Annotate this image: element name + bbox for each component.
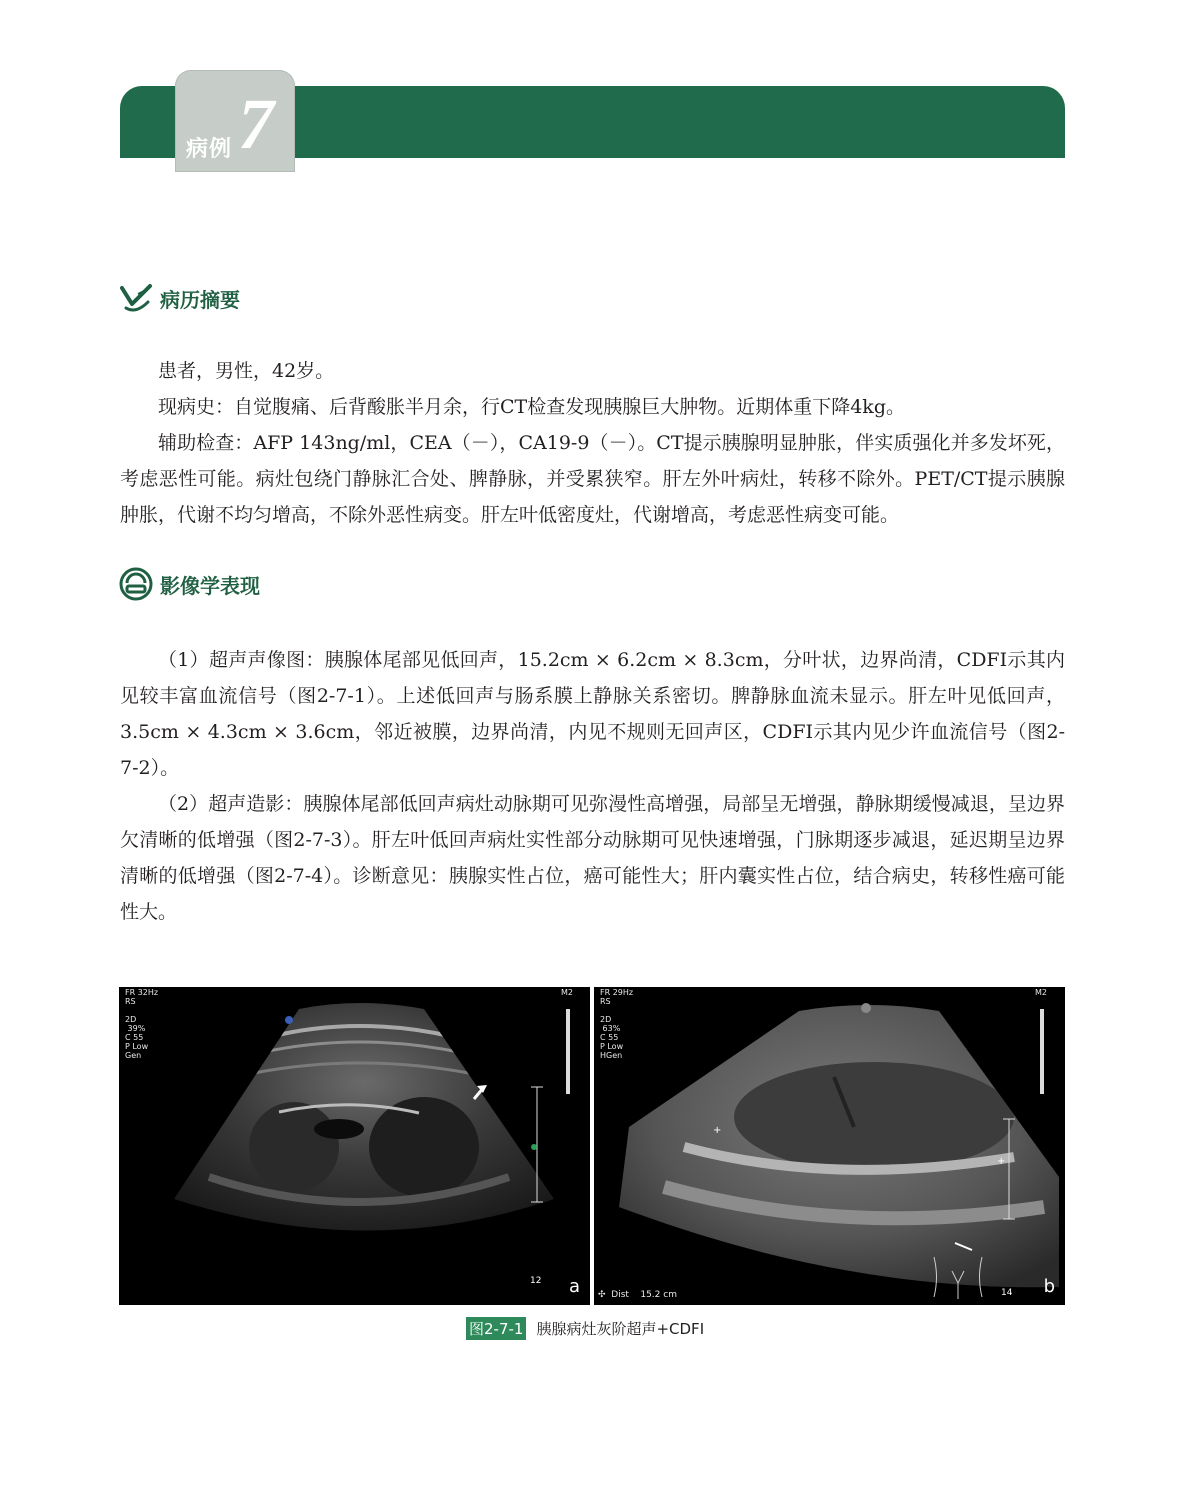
imaging-scanner-icon <box>118 566 154 602</box>
svg-text:+: + <box>713 1125 722 1136</box>
figure-caption <box>466 1317 704 1340</box>
paragraph-ultrasound: （1）超声声像图：胰腺体尾部见低回声，15.2cm × 6.2cm × 8.3cm，分叶状，边界尚清，CDFI示其内见较丰富血流信号（图2-7-1）。上述低回声与肠系膜上静脉关系密切。脾静脉血流未显示。肝左叶见低回声，3.5cm × 4.3cm × 3.6cm，邻近被膜，边界尚清，内见不规则无回声区，CDFI示其内见少许血流信号（图2-7-2）。 <box>120 649 1065 779</box>
case-number: 7 <box>238 84 274 164</box>
panel-letter-b: b <box>1043 1276 1055 1297</box>
paragraph-auxiliary-exam: 辅助检查：AFP 143ng/ml，CEA（－），CA19-9（－）。CT提示胰腺明显肿胀，伴实质强化并多发坏死，考虑恶性可能。病灶包绕门静脉汇合处、脾静脉，并受累狭窄。肝左外叶病灶，转移不除外。PET/CT提示胰腺肿胀，代谢不均匀增高，不除外恶性病变。肝左叶低密度灶，代谢增高，考虑恶性病变可能。 <box>120 432 1065 526</box>
panel-letter-a: a <box>568 1276 580 1297</box>
case-label: 病例 <box>186 137 233 162</box>
history-section-heading <box>118 280 240 316</box>
imaging-section-heading <box>118 566 260 602</box>
scale-label-a: M2 <box>561 988 573 997</box>
overlay-params-a: 2D 39% C 55 P Low Gen <box>125 1015 149 1060</box>
paragraph-patient: 患者，男性，42岁。 <box>158 360 335 382</box>
ultrasound-image-b <box>594 987 1065 1305</box>
ultrasound-image-a <box>119 987 590 1305</box>
history-section-title: 病历摘要 <box>160 287 240 312</box>
figure-2-7-1 <box>119 987 1065 1305</box>
scale-label-b: M2 <box>1035 988 1047 997</box>
pen-check-icon <box>118 280 154 316</box>
figure-caption-tag: 图2-7-1 <box>466 1317 526 1340</box>
paragraph-present-illness: 现病史：自觉腹痛、后背酸胀半月余，行CT检查发现胰腺巨大肿物。近期体重下降4kg。 <box>158 396 905 418</box>
ultrasound-panel-a <box>119 987 590 1305</box>
imaging-section-title: 影像学表现 <box>160 573 260 598</box>
depth-label-a: 12 <box>530 1276 542 1286</box>
svg-text:+: + <box>997 1156 1006 1167</box>
depth-label-b: 14 <box>1001 1288 1013 1298</box>
ultrasound-panel-b <box>594 987 1065 1305</box>
distance-readout-b: ✣ Dist 15.2 cm <box>598 1290 677 1300</box>
figure-caption-text: 胰腺病灶灰阶超声+CDFI <box>536 1320 705 1338</box>
overlay-frame-rate-b: FR 29Hz RS <box>600 988 634 1006</box>
paragraph-contrast-ultrasound: （2）超声造影：胰腺体尾部低回声病灶动脉期可见弥漫性高增强，局部呈无增强，静脉期缓慢减退，呈边界欠清晰的低增强（图2-7-3）。肝左叶低回声病灶实性部分动脉期可见快速增强，门脉期逐步减退，延迟期呈边界清晰的低增强（图2-7-4）。诊断意见：胰腺实性占位，癌可能性大；肝内囊实性占位，结合病史，转移性癌可能性大。 <box>120 793 1065 923</box>
overlay-frame-rate-a: FR 32Hz RS <box>125 988 159 1006</box>
overlay-params-b: 2D 63% C 55 P Low HGen <box>600 1015 624 1060</box>
